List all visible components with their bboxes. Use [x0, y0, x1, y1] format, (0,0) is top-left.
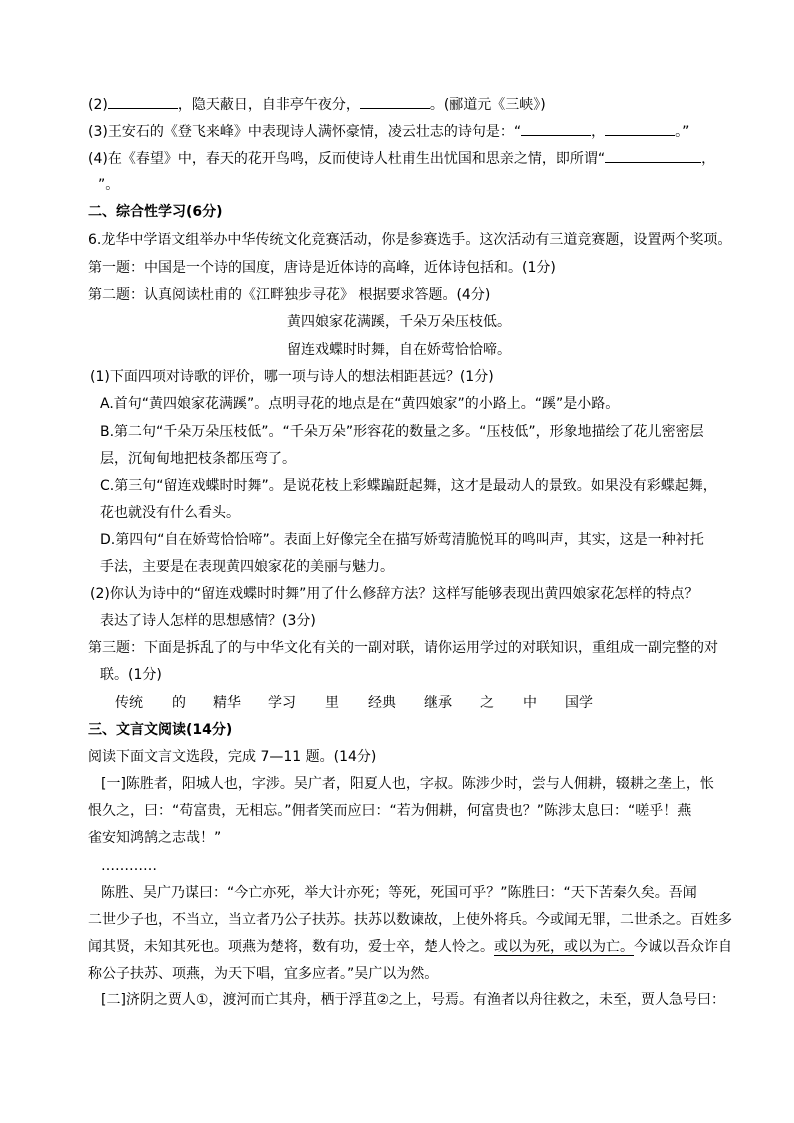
text: ”。	[98, 177, 120, 193]
couplet-word: 里	[325, 695, 339, 711]
text: (2)你认为诗中的“留连戏蝶时时舞”用了什么修辞方法？这样写能够表现出黄四娘家花怎样的特点？	[90, 586, 699, 602]
text: (2)	[88, 97, 108, 113]
text: 第三题：下面是拆乱了的与中华文化有关的一副对联，请你运用学过的对联知识，重组成一副完整的对	[88, 640, 718, 656]
text: 。”	[675, 124, 690, 140]
text: ，隐天蔽日，自非亭午夜分，	[177, 97, 360, 113]
task-1	[88, 259, 556, 277]
couplet-word: 中	[523, 695, 537, 711]
text: (1)下面四项对诗歌的评价，哪一项与诗人的想法相距甚远？(1分)	[90, 369, 494, 385]
option-c-cont	[100, 504, 240, 522]
text: A.首句“黄四娘家花满蹊”。点明寻花的地点是在“黄四娘家”的小路上。“蹊”是小路。	[100, 396, 620, 412]
answer-blank[interactable]	[521, 122, 591, 136]
text: 第一题：中国是一个诗的国度，唐诗是近体诗的高峰，近体诗包括和。(1分)	[88, 260, 556, 276]
answer-blank[interactable]	[605, 122, 675, 136]
text: 黄四娘家花满蹊，千朵万朵压枝低。	[287, 314, 511, 330]
text: 第二题：认真阅读杜甫的《江畔独步寻花》 根据要求答题。(4分)	[88, 287, 491, 303]
text: (3)王安石的《登飞来峰》中表现诗人满怀豪情，凌云壮志的诗句是：“	[88, 124, 522, 140]
text: 花也就没有什么看头。	[100, 505, 240, 521]
passage-1-line-2	[88, 802, 691, 820]
answer-blank[interactable]	[108, 95, 178, 109]
poem-line-2	[287, 341, 511, 359]
couplet-word: 学习	[268, 695, 296, 711]
task-2	[88, 286, 490, 304]
option-d	[100, 531, 704, 549]
text: ，	[701, 151, 716, 167]
section-heading-3	[88, 721, 232, 739]
text: 阅读下面文言文选段，完成 7—11 题。(14分)	[88, 749, 377, 765]
text: C.第三句“留连戏蝶时时舞”。是说花枝上彩蝶蹁跹起舞，这才是最动人的景致。如果没有彩蝶起舞，	[100, 478, 717, 494]
option-d-cont	[100, 558, 394, 576]
couplet-word: 继承	[424, 695, 452, 711]
text: D.第四句“自在娇莺恰恰啼”。表面上好像完全在描写娇莺清脆悦耳的鸣叫声，其实，这是一种衬托	[100, 532, 704, 548]
text: 留连戏蝶时时舞，自在娇莺恰恰啼。	[287, 342, 511, 358]
passage-1-line-6	[88, 938, 732, 956]
couplet-word: 之	[480, 695, 494, 711]
option-b-cont	[100, 450, 296, 468]
fill-blank-3	[88, 122, 689, 141]
text: 联。(1分)	[100, 667, 162, 683]
passage-2-line-1	[101, 991, 725, 1009]
text: …………	[101, 858, 157, 874]
text: 二世少子也，不当立，当立者乃公子扶苏。扶苏以数谏故，上使外将兵。今或闻无罪，二世杀之。百姓多	[88, 912, 732, 928]
option-b	[100, 423, 704, 441]
fill-blank-2	[88, 95, 546, 114]
sub-question-2-cont	[100, 612, 316, 630]
text: [一]陈胜者，阳城人也，字涉。吴广者，阳夏人也，字叔。陈涉少时，尝与人佣耕，辍耕之垄上，怅	[101, 776, 714, 792]
text: [二]济阴之贾人①，渡河而亡其舟，栖于浮苴②之上，号焉。有渔者以舟往救之，未至，贾人急号曰：	[101, 992, 726, 1008]
text: 三、文言文阅读(14分)	[88, 722, 233, 738]
answer-blank[interactable]	[605, 149, 701, 163]
text: 恨久之，曰：“苟富贵，无相忘。”佣者笑而应曰：“若为佣耕，何富贵也？”陈涉太息曰：“嗟乎！燕	[88, 803, 692, 819]
task-3-cont	[100, 666, 162, 684]
poem-line-1	[287, 313, 511, 331]
question-6	[88, 231, 731, 249]
text: 闻其贤，未知其死也。项燕为楚将，数有功，爱士卒，楚人怜之。	[88, 939, 494, 955]
text: B.第二句“千朵万朵压枝低”。“千朵万朵”形容花的数量之多。“压枝低”，形象地描绘了花儿密密层	[100, 424, 704, 440]
passage-1-line-4	[101, 884, 697, 902]
passage-1-line-5	[88, 911, 732, 929]
option-a	[100, 395, 619, 413]
ellipsis	[101, 857, 157, 875]
passage-1-line-7	[88, 965, 438, 983]
text: 。(郦道元《三峡》)	[429, 97, 546, 113]
text: 6.龙华中学语文组举办中华传统文化竞赛活动，你是参赛选手。这次活动有三道竞赛题，设置两个奖项。	[88, 232, 732, 248]
sub-question-1	[90, 368, 494, 386]
couplet-word: 国学	[565, 695, 593, 711]
couplet-word: 的	[172, 695, 186, 711]
option-c	[100, 477, 717, 495]
text: ，	[591, 124, 606, 140]
passage-1-line-3	[88, 829, 221, 847]
reading-instruction	[88, 748, 376, 766]
underlined-sentence: 或以为死，或以为亡。	[494, 939, 634, 955]
text: 表达了诗人怎样的思想感情？(3分)	[100, 613, 316, 629]
text: 称公子扶苏、项燕，为天下唱，宜多应者。”吴广以为然。	[88, 966, 439, 982]
couplet-word: 精华	[213, 695, 241, 711]
fill-blank-4	[88, 149, 715, 168]
couplet-word: 经典	[368, 695, 396, 711]
text: 手法，主要是在表现黄四娘家花的美丽与魅力。	[100, 559, 394, 575]
text: (4)在《春望》中，春天的花开鸟鸣，反而使诗人杜甫生出忧国和思亲之情，即所谓“	[88, 151, 606, 167]
fill-blank-4-cont	[98, 176, 119, 194]
text: 陈胜、吴广乃谋曰：“今亡亦死，举大计亦死；等死，死国可乎？”陈胜曰：“天下苦秦久矣。吾闻	[101, 885, 697, 901]
passage-1-line-1	[101, 775, 714, 793]
couplet-word: 传统	[115, 695, 143, 711]
text: 层，沉甸甸地把枝条都压弯了。	[100, 451, 296, 467]
answer-blank[interactable]	[360, 95, 430, 109]
text: 二、综合性学习(6分)	[88, 204, 223, 220]
task-3	[88, 639, 718, 657]
text: 今诚以吾众诈自	[634, 939, 732, 955]
text: 雀安知鸿鹄之志哉！”	[88, 830, 222, 846]
sub-question-2	[90, 585, 698, 603]
section-heading-2	[88, 203, 223, 221]
